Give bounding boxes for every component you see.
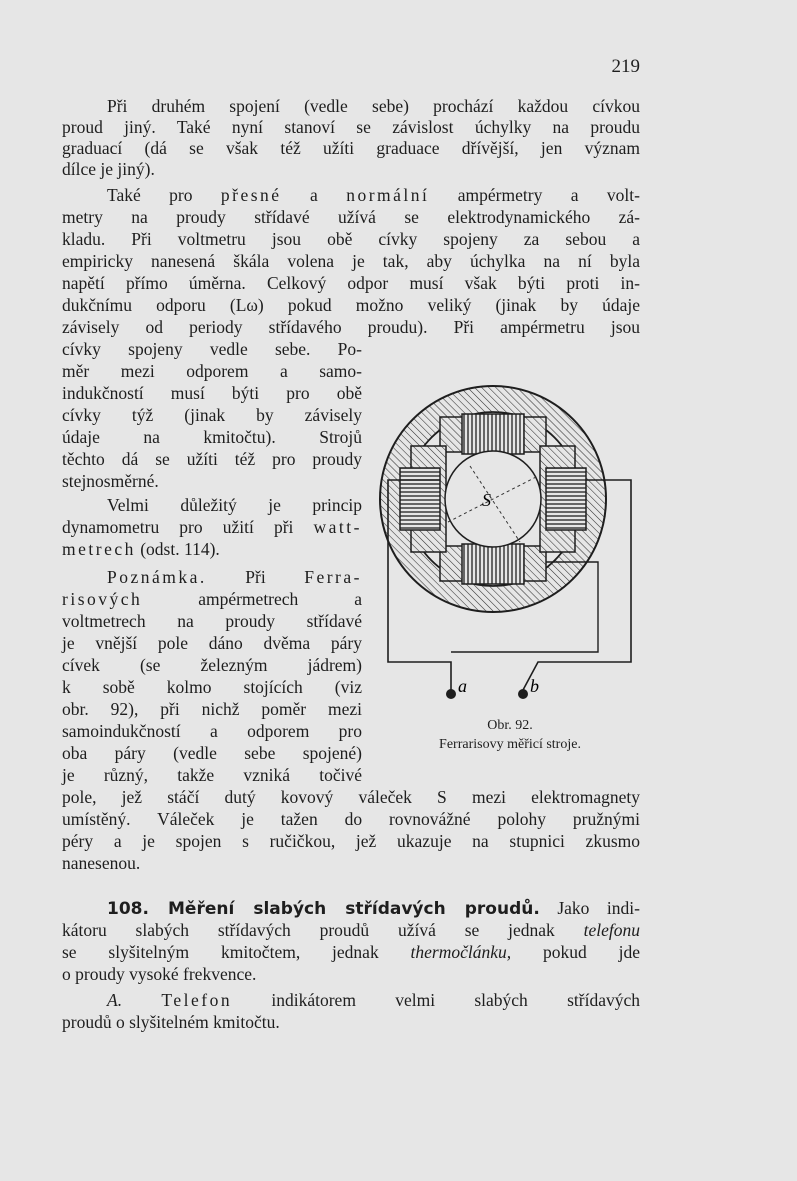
text-line: graduací (dá se však též užíti graduace dřívější, jen význam [62, 138, 640, 158]
text-line [62, 920, 640, 941]
text-line: péry a je spojen s ručičkou, jež ukazuje na stupnici zkusmo [62, 831, 640, 851]
text-span: Také pro [107, 185, 221, 205]
text-line [62, 589, 362, 610]
text-line: kladu. Při voltmetru jsou obě cívky spojeny za sebou a [62, 229, 640, 249]
text-line: stejnosměrné. [62, 471, 159, 491]
italic-text: telefonu [583, 920, 640, 940]
spaced-text: Telefon [161, 990, 233, 1010]
spaced-text: risových [62, 589, 143, 609]
coil-right [546, 468, 586, 530]
text-span: indikátorem velmi slabých střídavých [232, 990, 640, 1010]
text-span: se slyšitelným kmitočtem, jednak [62, 942, 411, 962]
text-line: samoindukčností a odporem pro [62, 721, 362, 741]
text-span: Jako indi- [539, 898, 640, 918]
text-line [62, 96, 640, 117]
text-line [62, 990, 640, 1011]
label-b: b [530, 676, 539, 696]
text-line: je vnější pole dáno dvěma páry [62, 633, 362, 653]
spaced-text: watt- [313, 517, 362, 537]
spaced-text: Ferra- [304, 567, 362, 587]
figure-caption-text: Ferrarisovy měřicí stroje. [439, 737, 581, 752]
italic-text: A. [107, 990, 123, 1010]
text-line: empiricky nanesená škála volena je tak, aby úchylka na ní byla [62, 251, 640, 271]
text-line [62, 185, 640, 206]
text-line: dílce je jiný). [62, 159, 155, 179]
text-span: a [281, 185, 347, 205]
text-line: metry na proudy střídavé užívá se elektrodynamického zá- [62, 207, 640, 227]
text-span: Při [206, 567, 305, 587]
text-line: cívky spojeny vedle sebe. Po- [62, 339, 362, 359]
text-line: o proudy vysoké frekvence. [62, 964, 257, 984]
text-line [62, 539, 362, 560]
text-span: kátoru slabých střídavých proudů užívá se jednak [62, 920, 584, 940]
spaced-text: metrech [62, 539, 136, 559]
figure-caption-number: Obr. 92. [487, 718, 533, 733]
coil-left [400, 468, 440, 530]
text-line [62, 567, 362, 588]
terminal-a [446, 689, 456, 699]
coil-top [462, 414, 524, 454]
text-span: dynamometru pro užití při [62, 517, 314, 537]
spaced-text: normální [346, 185, 430, 205]
spaced-text: přesné [220, 185, 282, 205]
label-a: a [458, 676, 467, 696]
label-s: S [482, 490, 491, 510]
text-line: voltmetrech na proudy střídavé [62, 611, 362, 631]
text-line: oba páry (vedle sebe spojené) [62, 743, 362, 763]
text-span: (odst. 114). [135, 539, 220, 559]
terminal-b [518, 689, 528, 699]
text-line [62, 517, 362, 538]
page-number: 219 [611, 56, 640, 77]
text-span: ampérmetrech a [142, 589, 362, 609]
text-line: měr mezi odporem a samo- [62, 361, 362, 381]
text-line: těchto dá se užíti též pro proudy [62, 449, 362, 469]
coil-bottom [462, 544, 524, 584]
spaced-text: Poznámka. [107, 567, 207, 587]
text-line: indukčností musí býti pro obě [62, 383, 362, 403]
text-line: umístěný. Váleček je tažen do rovnovážné polohy pružnými [62, 809, 640, 829]
text-line [62, 942, 640, 963]
text-line: údaje na kmitočtu). Strojů [62, 427, 362, 447]
text-line: obr. 92), při nichž poměr mezi [62, 699, 362, 719]
text-line: napětí přímo úměrna. Celkový odpor musí však býti proti in- [62, 273, 640, 293]
text-line: cívky týž (jinak by závisely [62, 405, 362, 425]
section-heading-line [62, 898, 640, 920]
text-line: proudů o slyšitelném kmitočtu. [62, 1012, 280, 1032]
text-span: pokud jde [511, 942, 640, 962]
text-line: cívek (se železným jádrem) [62, 655, 362, 675]
section-title: 108. Měření slabých střídavých proudů. [107, 899, 540, 919]
text-span: Při druhém spojení (vedle sebe) prochází každou cívkou [107, 96, 640, 116]
text-line: k sobě kolmo stojících (viz [62, 677, 362, 697]
ferraris-instrument-figure [378, 362, 640, 722]
text-line: pole, jež stáčí dutý kovový váleček S mezi elektromagnety [62, 787, 640, 807]
text-span: ampérmetry a volt- [429, 185, 640, 205]
text-line: dukčnímu odporu (Lω) pokud možno veliký (jinak by údaje [62, 295, 640, 315]
text-line: závisely od periody střídavého proudu). Při ampérmetru jsou [62, 317, 640, 337]
text-line: je různý, takže vzniká točivé [62, 765, 362, 785]
text-line: proud jiný. Také nyní stanoví se závislost úchylky na proudu [62, 117, 640, 137]
text-line: Velmi důležitý je princip [107, 495, 362, 515]
text-line: nanesenou. [62, 853, 141, 873]
italic-text: thermočlánku, [410, 942, 512, 962]
